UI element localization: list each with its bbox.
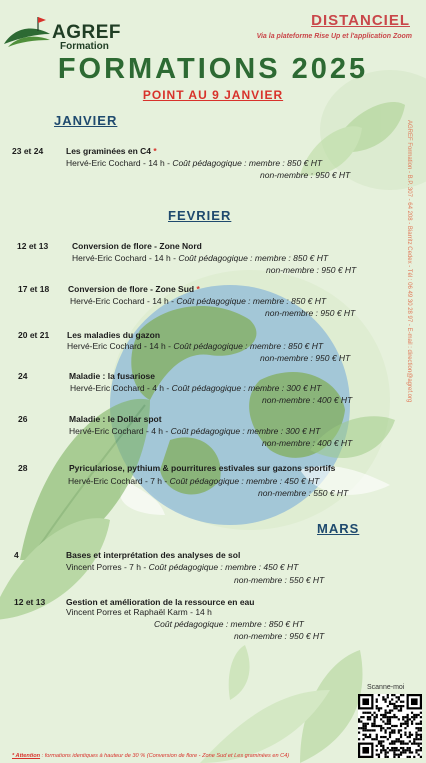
course-nonmember-price: non-membre : 950 € HT	[265, 308, 356, 318]
course-title: Pyriculariose, pythium & pourritures estivales sur gazons sportifs	[69, 463, 336, 473]
course-nonmember-price: non-membre : 950 € HT	[260, 353, 351, 363]
course-title: Les graminées en C4 *	[66, 146, 157, 156]
course-nonmember-price: non-membre : 950 € HT	[266, 265, 357, 275]
delivery-mode: DISTANCIEL	[311, 12, 410, 29]
course-title: Gestion et amélioration de la ressource en eau	[66, 597, 255, 607]
course-date: 23 et 24	[12, 146, 44, 156]
course-details: Hervé-Eric Cochard - 14 h - Coût pédagogique : membre : 850 € HT	[72, 253, 329, 263]
course-title: Maladie : la fusariose	[69, 371, 155, 381]
course-details: Hervé-Eric Cochard - 4 h - Coût pédagogique : membre : 300 € HT	[70, 383, 322, 393]
month-heading-fevrier: FEVRIER	[168, 208, 232, 223]
footnote: * Attention : formations identiques à hauteur de 30 % (Conversion de flore - Zone Sud et Les graminées en C4)	[12, 753, 290, 759]
course-date: 20 et 21	[18, 330, 50, 340]
course-date: 4	[14, 550, 19, 560]
logo-name: AGREF	[52, 22, 121, 43]
course-details: Hervé-Eric Cochard - 4 h - Coût pédagogique : membre : 300 € HT	[69, 426, 321, 436]
qr-code-icon[interactable]	[358, 694, 422, 758]
scan-label: Scanne-moi	[367, 684, 405, 691]
agref-logo-icon	[2, 14, 52, 48]
course-nonmember-price: non-membre : 950 € HT	[234, 631, 325, 641]
course-date: 12 et 13	[17, 241, 49, 251]
course-nonmember-price: non-membre : 950 € HT	[260, 170, 351, 180]
course-title: Les maladies du gazon	[67, 330, 161, 340]
course-date: 24	[18, 371, 28, 381]
leaf-icon	[200, 645, 363, 763]
course-date: 26	[18, 414, 28, 424]
course-nonmember-price: non-membre : 550 € HT	[234, 575, 325, 585]
course-details: Hervé-Eric Cochard - 7 h - Coût pédagogique : membre : 450 € HT	[68, 476, 320, 486]
course-details: Hervé-Eric Cochard - 14 h - Coût pédagogique : membre : 850 € HT	[67, 341, 324, 351]
course-date: 12 et 13	[14, 597, 46, 607]
month-heading-mars: MARS	[317, 521, 360, 536]
course-details: Hervé-Eric Cochard - 14 h - Coût pédagogique : membre : 850 € HT	[66, 158, 323, 168]
course-details: Hervé-Eric Cochard - 14 h - Coût pédagogique : membre : 850 € HT	[70, 296, 327, 306]
course-title: Conversion de flore - Zone Sud *	[68, 284, 200, 294]
month-heading-janvier: JANVIER	[54, 113, 118, 128]
course-title: Bases et interprétation des analyses de sol	[66, 550, 241, 560]
course-nonmember-price: non-membre : 550 € HT	[258, 488, 349, 498]
course-date: 17 et 18	[18, 284, 50, 294]
update-date: POINT AU 9 JANVIER	[142, 88, 284, 102]
page-title: FORMATIONS 2025	[57, 53, 369, 85]
course-member-price: Coût pédagogique : membre : 850 € HT	[154, 619, 304, 629]
course-details: Vincent Porres - 7 h - Coût pédagogique : membre : 450 € HT	[66, 562, 299, 572]
course-nonmember-price: non-membre : 400 € HT	[262, 395, 353, 405]
logo-subtitle: Formation	[60, 41, 109, 52]
course-nonmember-price: non-membre : 400 € HT	[262, 438, 353, 448]
course-details: Vincent Porres et Raphaël Karm - 14 h	[66, 607, 212, 617]
course-date: 28	[18, 463, 28, 473]
contact-info: AGREF Formation - B.P. 307 - 64 208 - Biarritz Cedex - Tél : 06 49 30 28 97 - E-mail : direction@agref.org	[406, 120, 412, 403]
course-title: Maladie : le Dollar spot	[69, 414, 162, 424]
course-title: Conversion de flore - Zone Nord	[72, 241, 202, 251]
delivery-mode-detail: Via la plateforme Rise Up et l'application Zoom	[256, 33, 412, 40]
